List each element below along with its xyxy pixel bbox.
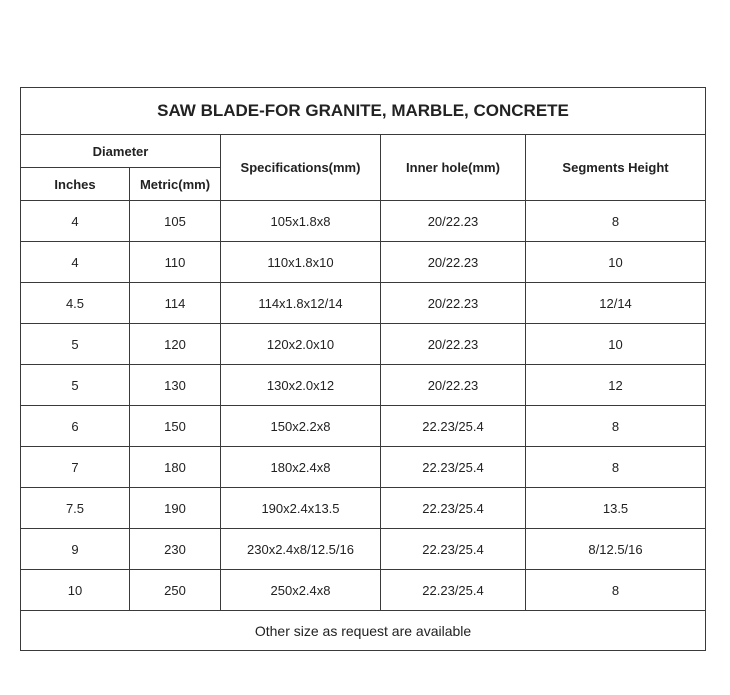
spec-cell: 114x1.8x12/14 [221,283,381,324]
inches-cell: 9 [21,529,130,570]
inches-cell: 5 [21,324,130,365]
table-row [21,365,706,406]
inches-cell: 4 [21,242,130,283]
metric-cell: 180 [130,447,221,488]
inner-hole-cell: 20/22.23 [381,365,526,406]
metric-cell: 114 [130,283,221,324]
spec-cell: 120x2.0x10 [221,324,381,365]
inches-cell: 6 [21,406,130,447]
inner-hole-cell: 20/22.23 [381,283,526,324]
inches-cell: 10 [21,570,130,611]
inner-hole-cell: 20/22.23 [381,242,526,283]
inner-hole-cell: 20/22.23 [381,201,526,242]
inner-hole-cell: 20/22.23 [381,324,526,365]
inner-hole-header: Inner hole(mm) [381,135,526,201]
segments-height-cell: 8 [526,570,706,611]
inches-cell: 4.5 [21,283,130,324]
inner-hole-cell: 22.23/25.4 [381,447,526,488]
spec-cell: 130x2.0x12 [221,365,381,406]
table-body [21,88,706,651]
inches-cell: 4 [21,201,130,242]
inner-hole-cell: 22.23/25.4 [381,570,526,611]
spec-cell: 250x2.4x8 [221,570,381,611]
table-row [21,406,706,447]
title-row [21,88,706,135]
metric-cell: 110 [130,242,221,283]
footer-note: Other size as request are available [21,611,706,651]
metric-cell: 230 [130,529,221,570]
spec-cell: 180x2.4x8 [221,447,381,488]
inches-header: Inches [21,168,130,201]
inner-hole-cell: 22.23/25.4 [381,406,526,447]
diameter-header: Diameter [21,135,221,168]
table-row [21,529,706,570]
table-row [21,488,706,529]
metric-cell: 120 [130,324,221,365]
spec-cell: 150x2.2x8 [221,406,381,447]
metric-cell: 250 [130,570,221,611]
header-row-top [21,135,706,168]
metric-cell: 190 [130,488,221,529]
segments-height-cell: 12/14 [526,283,706,324]
table-row [21,324,706,365]
spec-cell: 230x2.4x8/12.5/16 [221,529,381,570]
table-title: SAW BLADE-FOR GRANITE, MARBLE, CONCRETE [21,88,706,135]
table-row [21,447,706,488]
table-row [21,283,706,324]
metric-cell: 105 [130,201,221,242]
metric-cell: 150 [130,406,221,447]
inner-hole-cell: 22.23/25.4 [381,488,526,529]
segments-height-cell: 12 [526,365,706,406]
segments-height-header: Segments Height [526,135,706,201]
inches-cell: 5 [21,365,130,406]
spec-cell: 110x1.8x10 [221,242,381,283]
table-row [21,242,706,283]
inner-hole-cell: 22.23/25.4 [381,529,526,570]
saw-blade-spec-table [20,87,706,651]
segments-height-cell: 8 [526,447,706,488]
footer-row [21,611,706,651]
specifications-header: Specifications(mm) [221,135,381,201]
table-row [21,570,706,611]
inches-cell: 7.5 [21,488,130,529]
metric-cell: 130 [130,365,221,406]
metric-header: Metric(mm) [130,168,221,201]
segments-height-cell: 8 [526,406,706,447]
segments-height-cell: 13.5 [526,488,706,529]
inches-cell: 7 [21,447,130,488]
segments-height-cell: 10 [526,242,706,283]
segments-height-cell: 8 [526,201,706,242]
spec-cell: 105x1.8x8 [221,201,381,242]
spec-cell: 190x2.4x13.5 [221,488,381,529]
table-row [21,201,706,242]
segments-height-cell: 10 [526,324,706,365]
segments-height-cell: 8/12.5/16 [526,529,706,570]
